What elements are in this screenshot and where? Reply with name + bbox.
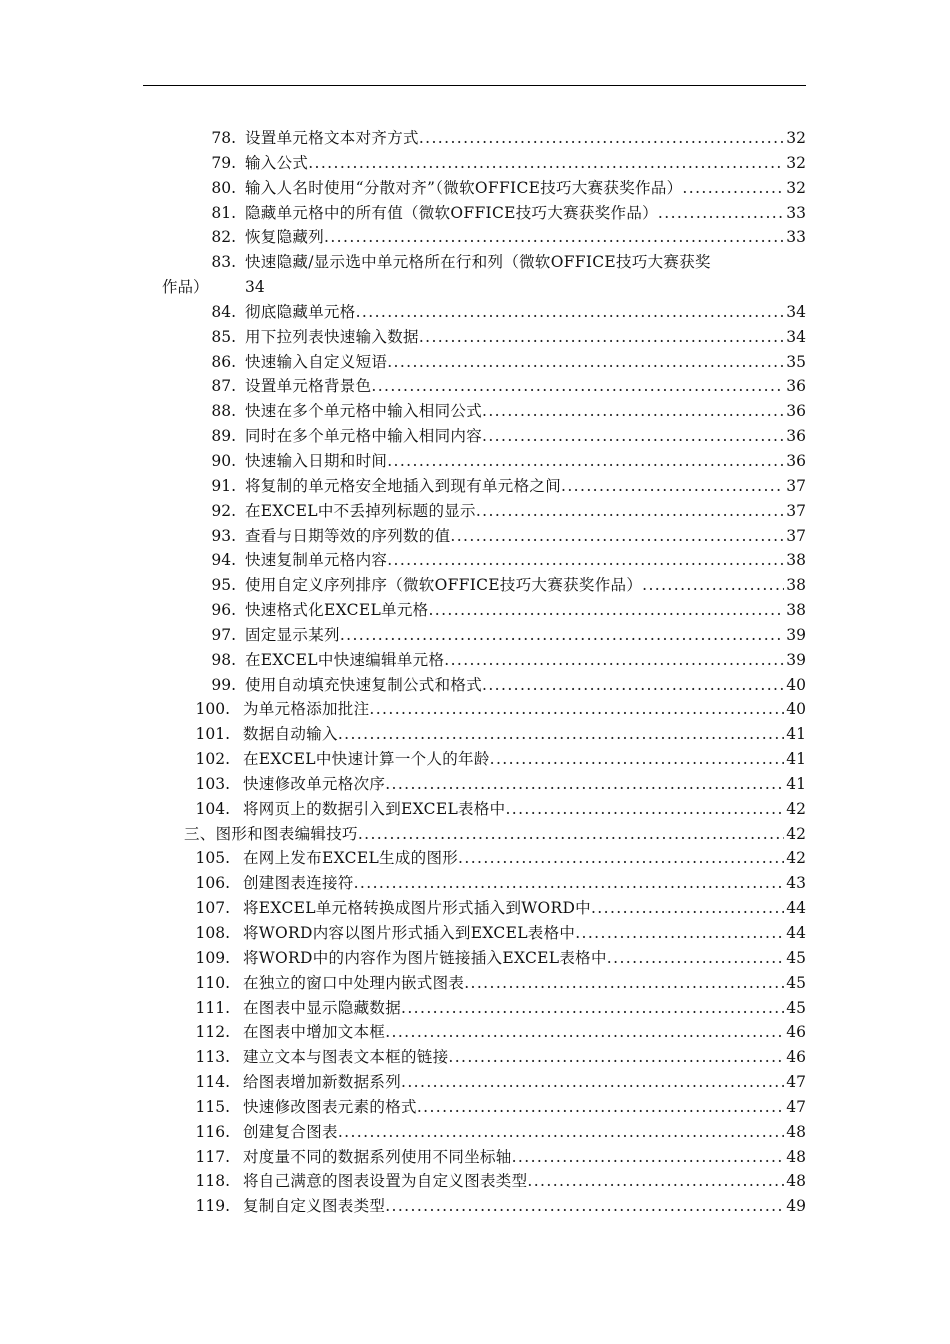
entry-number: 115. — [195, 1097, 230, 1116]
entry-page-number: 40 — [786, 675, 806, 694]
entry-number: 97. — [211, 625, 236, 644]
entry-number: 100. — [195, 700, 230, 719]
entry-page-number: 49 — [786, 1197, 806, 1216]
entry-page-number: 42 — [786, 824, 806, 843]
entry-body — [243, 1095, 806, 1120]
entry-title: 在EXCEL中快速编辑单元格 — [245, 650, 445, 669]
entry-page-number: 41 — [786, 750, 806, 769]
entry-page-number: 48 — [786, 1147, 806, 1166]
entry-page-number: 45 — [786, 948, 806, 967]
entry-body — [243, 1020, 806, 1045]
dot-leader — [417, 1095, 784, 1120]
entry-number: 113. — [195, 1048, 230, 1067]
entry-number: 78. — [211, 129, 236, 147]
entry-title: 设置单元格文本对齐方式 — [245, 129, 419, 147]
entry-title: 在图表中增加文本框 — [243, 1023, 386, 1042]
entry-number: 82. — [211, 228, 236, 247]
dot-leader — [575, 921, 784, 946]
entry-title: 复制自定义图表类型 — [243, 1197, 386, 1216]
entry-page-number: 44 — [786, 924, 806, 942]
entry-number: 103. — [195, 774, 230, 793]
entry-page-number: 34 — [786, 327, 806, 346]
entry-page-number: 39 — [786, 625, 806, 644]
entry-number: 117. — [195, 1147, 230, 1166]
dot-leader — [385, 1020, 784, 1045]
toc-entry[interactable] — [0, 946, 950, 971]
entry-page-number: 45 — [786, 973, 806, 992]
entry-number: 90. — [211, 451, 236, 470]
toc-entry[interactable] — [0, 300, 950, 325]
toc-entry[interactable] — [0, 1194, 950, 1219]
entry-title: 使用自定义序列排序（微软OFFICE技巧大赛获奖作品） — [245, 576, 643, 595]
entry-page-number: 33 — [786, 228, 806, 247]
dot-leader — [682, 176, 784, 201]
toc-entry[interactable] — [0, 921, 950, 946]
entry-number: 112. — [195, 1023, 230, 1042]
entry-title: 对度量不同的数据系列使用不同坐标轴 — [243, 1147, 512, 1166]
entry-number: 86. — [211, 352, 236, 371]
dot-leader — [354, 871, 785, 896]
entry-title: 创建复合图表 — [243, 1122, 338, 1141]
entry-body — [243, 697, 806, 722]
dot-leader — [324, 225, 784, 250]
entry-page-number: 41 — [786, 725, 806, 744]
entry-page-number: 48 — [786, 1172, 806, 1191]
entry-number: 81. — [211, 203, 236, 222]
entry-number: 85. — [211, 327, 236, 346]
entry-title: 快速输入日期和时间 — [245, 451, 388, 470]
toc-entry[interactable] — [0, 126, 950, 151]
toc-entry[interactable] — [0, 673, 950, 698]
entry-title: 在图表中显示隐藏数据 — [243, 998, 402, 1017]
toc-entry[interactable] — [0, 449, 950, 474]
dot-leader — [340, 623, 784, 648]
dot-leader — [385, 1194, 784, 1219]
entry-title: 快速输入自定义短语 — [245, 352, 388, 371]
toc-entry[interactable] — [0, 648, 950, 673]
entry-body — [245, 350, 806, 375]
entry-number: 108. — [195, 924, 230, 942]
entry-page-number: 42 — [786, 799, 806, 818]
dot-leader — [356, 300, 785, 325]
dot-leader — [428, 598, 784, 623]
dot-leader — [338, 722, 784, 747]
toc-entry[interactable] — [0, 225, 950, 250]
entry-number: 96. — [211, 601, 236, 620]
entry-body — [243, 871, 806, 896]
entry-body — [245, 201, 806, 226]
entry-body — [245, 524, 806, 549]
entry-number: 111. — [195, 998, 230, 1017]
entry-page-number: 46 — [786, 1023, 806, 1042]
toc-entry[interactable] — [0, 1145, 950, 1170]
entry-page-number: 43 — [786, 874, 806, 893]
toc-entry[interactable] — [0, 201, 950, 226]
toc-entry[interactable] — [0, 374, 950, 399]
entry-page-number: 34 — [786, 302, 806, 321]
dot-leader — [419, 126, 784, 151]
entry-title: 建立文本与图表文本框的链接 — [243, 1048, 449, 1067]
dot-leader — [419, 325, 784, 350]
section-title: 三、图形和图表编辑技巧 — [184, 824, 358, 843]
entry-page-number: 33 — [786, 203, 806, 222]
toc-entry[interactable] — [0, 350, 950, 375]
entry-body — [245, 424, 806, 449]
toc-entry[interactable] — [0, 573, 950, 598]
entry-number: 105. — [195, 849, 230, 868]
entry-title: 快速格式化EXCEL单元格 — [245, 601, 429, 620]
dot-leader — [482, 424, 784, 449]
entry-body — [245, 499, 806, 524]
dot-leader — [401, 1070, 784, 1095]
toc-entry[interactable] — [0, 747, 950, 772]
entry-title: 为单元格添加批注 — [243, 700, 370, 719]
entry-title: 给图表增加新数据系列 — [243, 1073, 402, 1092]
entry-title: 在独立的窗口中处理内嵌式图表 — [243, 973, 465, 992]
entry-page-number: 36 — [786, 451, 806, 470]
entry-body — [245, 474, 806, 499]
dot-leader — [607, 946, 784, 971]
entry-title: 将EXCEL单元格转换成图片形式插入到WORD中 — [243, 899, 591, 918]
entry-body — [184, 822, 806, 847]
dot-leader — [387, 548, 784, 573]
entry-page-number: 37 — [786, 501, 806, 520]
entry-title: 查看与日期等效的序列数的值 — [245, 526, 451, 545]
dot-leader — [387, 449, 784, 474]
entry-page-number: 42 — [786, 849, 806, 868]
entry-page-number: 32 — [786, 153, 806, 172]
entry-body — [243, 1120, 806, 1145]
entry-number: 93. — [211, 526, 236, 545]
entry-body — [245, 126, 806, 151]
entry-title: 在网上发布EXCEL生成的图形 — [243, 849, 459, 868]
entry-page-number: 35 — [786, 352, 806, 371]
entry-title: 快速在多个单元格中输入相同公式 — [245, 402, 483, 421]
entry-body — [245, 598, 806, 623]
entry-number: 118. — [195, 1172, 230, 1191]
entry-body — [243, 1194, 806, 1219]
dot-leader — [401, 996, 784, 1021]
entry-title: 同时在多个单元格中输入相同内容 — [245, 427, 483, 446]
entry-number: 99. — [211, 675, 236, 694]
entry-title: 用下拉列表快速输入数据 — [245, 327, 419, 346]
dot-leader — [658, 201, 784, 226]
entry-body — [243, 1070, 806, 1095]
entry-page-number: 47 — [786, 1097, 806, 1116]
dot-leader — [642, 573, 784, 598]
entry-title: 在EXCEL中不丢掉列标题的显示 — [245, 501, 476, 520]
toc-entry[interactable] — [0, 722, 950, 747]
toc-entry[interactable] — [0, 598, 950, 623]
entry-page-number: 38 — [786, 551, 806, 570]
entry-number: 79. — [211, 153, 236, 172]
entry-title: 在EXCEL中快速计算一个人的年龄 — [243, 750, 490, 769]
entry-title: 使用自动填充快速复制公式和格式 — [245, 675, 483, 694]
entry-title-continuation: 作品） — [162, 278, 209, 297]
entry-title: 隐藏单元格中的所有值（微软OFFICE技巧大赛获奖作品） — [245, 203, 658, 222]
toc-entry[interactable] — [0, 772, 950, 797]
toc-entry[interactable] — [0, 1095, 950, 1120]
entry-title: 将WORD内容以图片形式插入到EXCEL表格中 — [243, 924, 576, 942]
entry-number: 94. — [211, 551, 236, 570]
toc-entry[interactable] — [0, 996, 950, 1021]
dot-leader — [482, 673, 784, 698]
entry-body — [245, 250, 806, 275]
entry-number: 107. — [195, 899, 230, 918]
dot-leader — [358, 822, 784, 847]
entry-number: 116. — [195, 1122, 230, 1141]
toc-entry[interactable] — [0, 548, 950, 573]
entry-number: 87. — [211, 377, 236, 396]
entry-page-number: 38 — [786, 576, 806, 595]
entry-title: 固定显示某列 — [245, 625, 340, 644]
entry-body — [243, 996, 806, 1021]
entry-title: 将网页上的数据引入到EXCEL表格中 — [243, 799, 506, 818]
entry-page-number: 37 — [786, 476, 806, 495]
entry-number: 106. — [195, 874, 230, 893]
entry-number: 92. — [211, 501, 236, 520]
entry-body — [245, 449, 806, 474]
toc-entry-continuation — [0, 275, 950, 300]
toc-entry[interactable] — [0, 1120, 950, 1145]
entry-number: 98. — [211, 650, 236, 669]
entry-page-number: 40 — [786, 700, 806, 719]
toc-entry[interactable] — [0, 1020, 950, 1045]
entry-body — [243, 772, 806, 797]
entry-body — [245, 300, 806, 325]
entry-body — [243, 1169, 806, 1194]
entry-body — [243, 946, 806, 971]
entry-body — [245, 623, 806, 648]
entry-number: 91. — [211, 476, 236, 495]
toc-entry[interactable] — [0, 1070, 950, 1095]
entry-title: 设置单元格背景色 — [245, 377, 372, 396]
entry-body — [243, 797, 806, 822]
entry-title: 恢复隐藏列 — [245, 228, 325, 247]
dot-leader — [476, 499, 784, 524]
entry-body — [245, 176, 806, 201]
toc-entry[interactable] — [0, 896, 950, 921]
entry-body — [245, 225, 806, 250]
entry-number: 109. — [195, 948, 230, 967]
dot-leader — [482, 399, 784, 424]
dot-leader — [371, 374, 784, 399]
entry-title: 快速复制单元格内容 — [245, 551, 388, 570]
entry-body — [245, 573, 806, 598]
entry-page-number: 36 — [786, 402, 806, 421]
entry-title: 将自己满意的图表设置为自定义图表类型 — [243, 1172, 528, 1191]
toc-entry[interactable] — [0, 325, 950, 350]
toc-entry[interactable] — [0, 524, 950, 549]
entry-number: 83. — [211, 253, 236, 272]
toc-entry[interactable] — [0, 971, 950, 996]
dot-leader — [561, 474, 784, 499]
toc-entry[interactable] — [0, 1045, 950, 1070]
dot-leader — [444, 648, 784, 673]
toc-entry[interactable] — [0, 424, 950, 449]
entry-number: 88. — [211, 402, 236, 421]
toc-entry[interactable] — [0, 871, 950, 896]
entry-number: 119. — [195, 1197, 230, 1216]
entry-title: 将复制的单元格安全地插入到现有单元格之间 — [245, 476, 562, 495]
entry-body — [243, 722, 806, 747]
header-rule — [143, 85, 806, 86]
dot-leader — [385, 772, 784, 797]
entry-body — [245, 548, 806, 573]
toc-entry[interactable] — [0, 151, 950, 176]
dot-leader — [308, 151, 784, 176]
dot-leader — [464, 971, 784, 996]
entry-body — [245, 151, 806, 176]
entry-body — [245, 648, 806, 673]
entry-title: 快速隐藏/显示选中单元格所在行和列（微软OFFICE技巧大赛获奖 — [245, 253, 711, 272]
toc-entry[interactable] — [0, 797, 950, 822]
entry-title: 将WORD中的内容作为图片链接插入EXCEL表格中 — [243, 948, 607, 967]
toc-entry[interactable] — [0, 697, 950, 722]
toc-entry[interactable] — [0, 399, 950, 424]
entry-page-number: 36 — [786, 427, 806, 446]
dot-leader — [338, 1120, 784, 1145]
dot-leader — [527, 1169, 784, 1194]
entry-page-number: 44 — [786, 899, 806, 918]
entry-number: 80. — [211, 178, 236, 197]
dot-leader — [387, 350, 784, 375]
dot-leader — [369, 697, 784, 722]
entry-page-number: 36 — [786, 377, 806, 396]
entry-page-number: 45 — [786, 998, 806, 1017]
entry-page-number: 46 — [786, 1048, 806, 1067]
entry-number: 114. — [195, 1073, 230, 1092]
entry-page-number: 41 — [786, 774, 806, 793]
dot-leader — [490, 747, 785, 772]
dot-leader — [591, 896, 784, 921]
entry-page-number: 38 — [786, 601, 806, 620]
entry-body — [243, 846, 806, 871]
entry-title: 彻底隐藏单元格 — [245, 302, 356, 321]
entry-body — [245, 673, 806, 698]
entry-body — [245, 399, 806, 424]
entry-body — [243, 971, 806, 996]
entry-body — [243, 747, 806, 772]
toc-entry[interactable] — [0, 623, 950, 648]
entry-number: 102. — [195, 750, 230, 769]
entry-page-number: 48 — [786, 1122, 806, 1141]
entry-title: 快速修改单元格次序 — [243, 774, 386, 793]
dot-leader — [448, 1045, 784, 1070]
entry-title: 数据自动输入 — [243, 725, 338, 744]
entry-title: 输入公式 — [245, 153, 309, 172]
entry-page-number: 37 — [786, 526, 806, 545]
toc-entry[interactable] — [0, 474, 950, 499]
entry-body — [245, 325, 806, 350]
dot-leader — [505, 797, 784, 822]
entry-body — [245, 374, 806, 399]
toc-section-heading[interactable] — [0, 822, 950, 847]
entry-body — [243, 896, 806, 921]
entry-title: 创建图表连接符 — [243, 874, 354, 893]
entry-number: 95. — [211, 576, 236, 595]
entry-number: 89. — [211, 427, 236, 446]
entry-page-number: 47 — [786, 1073, 806, 1092]
entry-number: 110. — [195, 973, 230, 992]
entry-body — [243, 1145, 806, 1170]
toc-entry[interactable] — [0, 176, 950, 201]
dot-leader — [450, 524, 784, 549]
toc-entry[interactable] — [0, 846, 950, 871]
dot-leader — [512, 1145, 785, 1170]
toc-entry[interactable] — [0, 1169, 950, 1194]
entry-page-number: 34 — [245, 278, 265, 297]
entry-page-number: 32 — [786, 178, 806, 197]
entry-title: 输入人名时使用“分散对齐”（微软OFFICE技巧大赛获奖作品） — [245, 178, 683, 197]
entry-title: 快速修改图表元素的格式 — [243, 1097, 417, 1116]
toc-entry[interactable] — [0, 250, 950, 275]
entry-number: 104. — [195, 799, 230, 818]
dot-leader — [458, 846, 784, 871]
entry-body — [243, 1045, 806, 1070]
toc-entry[interactable] — [0, 499, 950, 524]
entry-body — [243, 921, 806, 946]
entry-page-number: 32 — [786, 129, 806, 147]
entry-page-number: 39 — [786, 650, 806, 669]
entry-number: 101. — [195, 725, 230, 744]
entry-number: 84. — [211, 302, 236, 321]
table-of-contents — [0, 126, 950, 1219]
